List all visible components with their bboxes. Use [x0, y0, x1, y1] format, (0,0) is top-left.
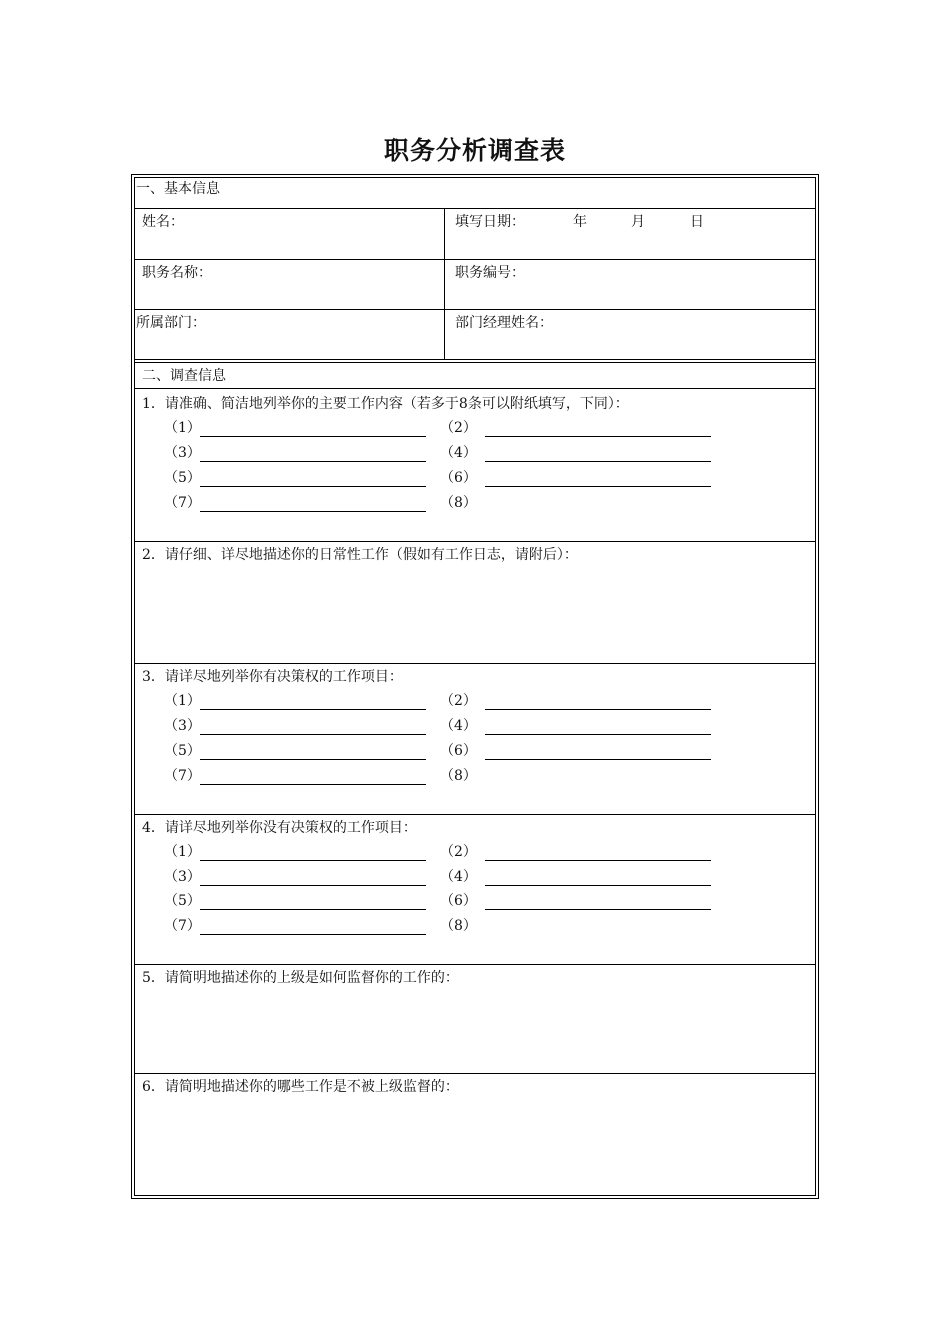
- item-label: （3）: [164, 445, 201, 461]
- item-label: （1）: [164, 693, 201, 709]
- item-label: （8）: [440, 918, 477, 934]
- answer-line[interactable]: [485, 909, 711, 910]
- item-label: （2）: [440, 693, 477, 709]
- answer-line[interactable]: [485, 486, 711, 487]
- answer-line[interactable]: [200, 734, 426, 735]
- row-divider: [134, 362, 816, 363]
- month-label: 月: [631, 214, 645, 230]
- survey-form: [131, 174, 819, 1199]
- page-title: 职务分析调查表: [383, 136, 566, 165]
- item-label: （5）: [164, 743, 201, 759]
- manager-name-label: 部门经理姓名：: [455, 315, 553, 331]
- item-label: （7）: [164, 768, 201, 784]
- item-label: （1）: [164, 844, 201, 860]
- item-label: （4）: [440, 445, 477, 461]
- department-label: 所属部门：: [136, 315, 206, 331]
- item-label: （7）: [164, 918, 201, 934]
- question-3: 3．请详尽地列举你有决策权的工作项目：: [142, 669, 403, 685]
- row-divider: [134, 259, 816, 260]
- row-divider: [134, 1073, 816, 1074]
- answer-line[interactable]: [200, 934, 426, 935]
- row-divider: [134, 663, 816, 664]
- item-label: （4）: [440, 869, 477, 885]
- answer-line[interactable]: [485, 461, 711, 462]
- question-5: 5．请简明地描述你的上级是如何监督你的工作的：: [142, 970, 459, 986]
- answer-line[interactable]: [485, 860, 711, 861]
- year-label: 年: [573, 214, 587, 230]
- answer-line[interactable]: [485, 709, 711, 710]
- section-basic-info: 一、基本信息: [136, 181, 220, 197]
- section-survey-info: 二、调查信息: [142, 368, 226, 384]
- question-4: 4．请详尽地列举你没有决策权的工作项目：: [142, 820, 417, 836]
- answer-line[interactable]: [200, 486, 426, 487]
- item-label: （8）: [440, 495, 477, 511]
- item-label: （2）: [440, 844, 477, 860]
- name-label: 姓名：: [142, 214, 184, 230]
- item-label: （5）: [164, 470, 201, 486]
- day-label: 日: [690, 214, 704, 230]
- item-label: （6）: [440, 743, 477, 759]
- answer-line[interactable]: [200, 885, 426, 886]
- answer-line[interactable]: [485, 436, 711, 437]
- row-divider: [134, 359, 816, 360]
- answer-line[interactable]: [200, 511, 426, 512]
- question-1: 1．请准确、简洁地列举你的主要工作内容（若多于8条可以附纸填写，下同）：: [142, 396, 629, 412]
- item-label: （6）: [440, 893, 477, 909]
- answer-line[interactable]: [200, 759, 426, 760]
- question-2: 2．请仔细、详尽地描述你的日常性工作（假如有工作日志，请附后）：: [142, 547, 578, 563]
- job-code-label: 职务编号：: [455, 265, 525, 281]
- item-label: （8）: [440, 768, 477, 784]
- row-divider: [134, 208, 816, 209]
- row-divider: [134, 388, 816, 389]
- answer-line[interactable]: [200, 909, 426, 910]
- question-6: 6．请简明地描述你的哪些工作是不被上级监督的：: [142, 1079, 459, 1095]
- fill-date-label: 填写日期：: [455, 214, 525, 230]
- item-label: （5）: [164, 893, 201, 909]
- answer-line[interactable]: [485, 885, 711, 886]
- answer-line[interactable]: [200, 860, 426, 861]
- item-label: （4）: [440, 718, 477, 734]
- answer-line[interactable]: [200, 709, 426, 710]
- row-divider: [134, 309, 816, 310]
- answer-line[interactable]: [200, 436, 426, 437]
- item-label: （6）: [440, 470, 477, 486]
- item-label: （3）: [164, 869, 201, 885]
- column-divider: [444, 208, 445, 360]
- item-label: （3）: [164, 718, 201, 734]
- item-label: （2）: [440, 420, 477, 436]
- item-label: （7）: [164, 495, 201, 511]
- row-divider: [134, 964, 816, 965]
- row-divider: [134, 814, 816, 815]
- item-label: （1）: [164, 420, 201, 436]
- row-divider: [134, 541, 816, 542]
- answer-line[interactable]: [200, 784, 426, 785]
- answer-line[interactable]: [200, 461, 426, 462]
- job-title-label: 职务名称：: [142, 265, 212, 281]
- answer-line[interactable]: [485, 759, 711, 760]
- answer-line[interactable]: [485, 734, 711, 735]
